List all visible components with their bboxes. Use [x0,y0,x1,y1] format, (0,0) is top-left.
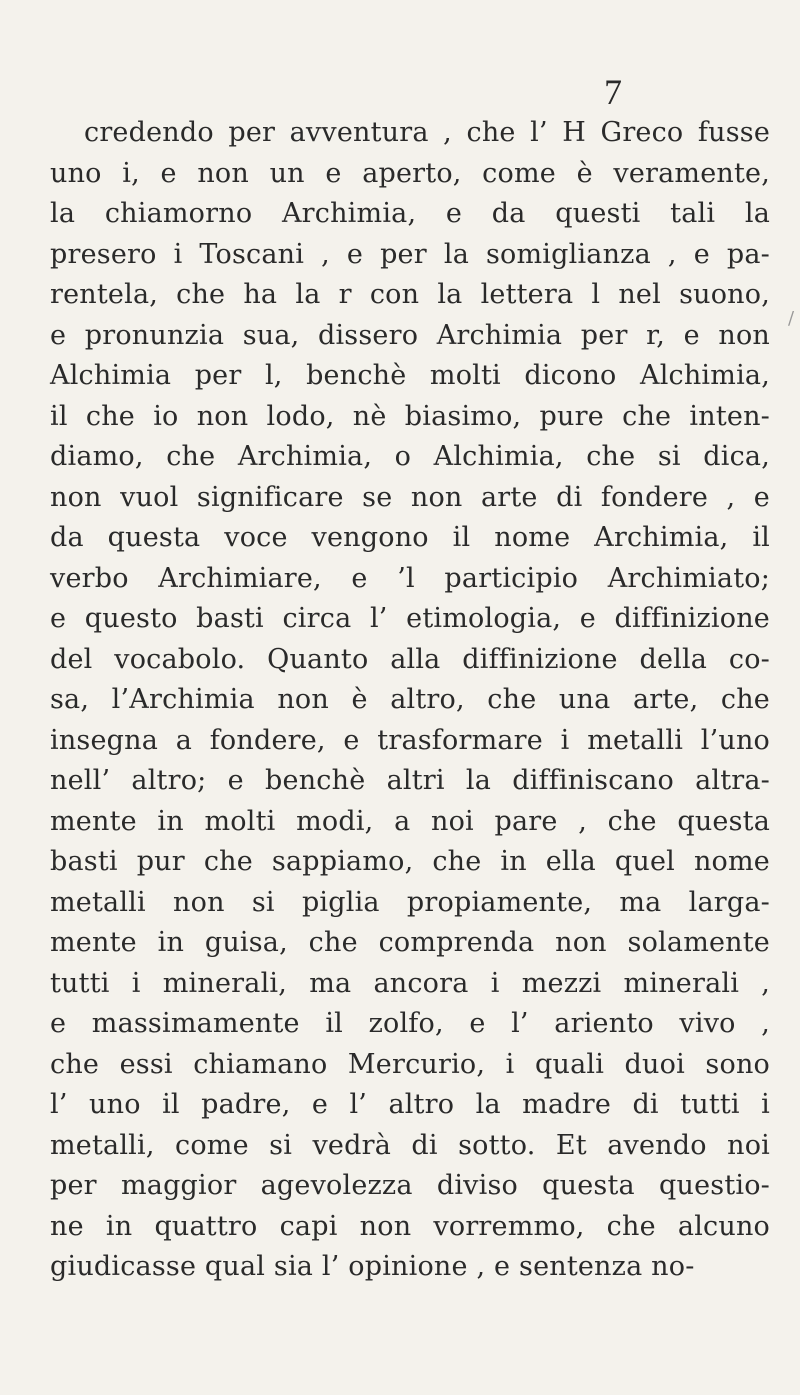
text-line: e questo basti circa l’ etimologia, e diffinizione [50,603,770,634]
body-text [50,113,770,1288]
page-number: 7 [604,72,622,112]
text-line: mente in molti modi, a noi pare , che questa [50,805,770,837]
text-line: mente in guisa, che comprenda non solamente [50,927,770,958]
text-line: e pronunzia sua, dissero Archimia per r, e non [50,319,770,351]
text-line: del vocabolo. Quanto alla diffinizione della co- [50,643,770,675]
text-line: diamo, che Archimia, o Alchimia, che si dica, [50,441,770,472]
text-line: metalli non si piglia propiamente, ma larga- [50,886,770,918]
text-line: presero i Toscani , e per la somiglianza , e pa- [50,238,770,270]
text-line: l’ uno il padre, e l’ altro la madre di tutti i [50,1089,770,1120]
text-line: e massimamente il zolfo, e l’ ariento vivo , [50,1008,770,1039]
text-line: da questa voce vengono il nome Archimia, il [50,522,770,553]
text-line: il che io non lodo, nè biasimo, pure che inten- [50,400,770,432]
margin-mark: / [788,308,795,329]
text-line: la chiamorno Archimia, e da questi tali la [50,198,770,229]
text-line: sa, l’Archimia non è altro, che una arte, che [50,684,770,715]
text-line: che essi chiamano Mercurio, i quali duoi sono [50,1048,770,1080]
text-line: non vuol significare se non arte di fondere , e [50,481,770,513]
text-line: verbo Archimiare, e ’l participio Archimiato; [50,562,770,594]
text-line: giudicasse qual sia l’ opinione , e sentenza no- [50,1251,695,1282]
text-line: rentela, che ha la r con la lettera l nel suono, [50,279,770,310]
text-line: tutti i minerali, ma ancora i mezzi minerali , [50,967,770,999]
text-line: metalli, come si vedrà di sotto. Et avendo noi [50,1129,770,1161]
text-line: ne in quattro capi non vorremmo, che alcuno [50,1210,770,1242]
text-line: insegna a fondere, e trasformare i metalli l’uno [50,724,770,756]
text-line: nell’ altro; e benchè altri la diffiniscano altra- [50,765,770,796]
text-line: per maggior agevolezza diviso questa questio- [50,1170,770,1201]
text-line: basti pur che sappiamo, che in ella quel nome [50,846,770,877]
text-line: credendo per avventura , che l’ H Greco fusse [84,117,770,148]
text-line: Alchimia per l, benchè molti dicono Alchimia, [50,360,770,391]
text-line: uno i, e non un e aperto, come è veramente, [50,157,770,189]
